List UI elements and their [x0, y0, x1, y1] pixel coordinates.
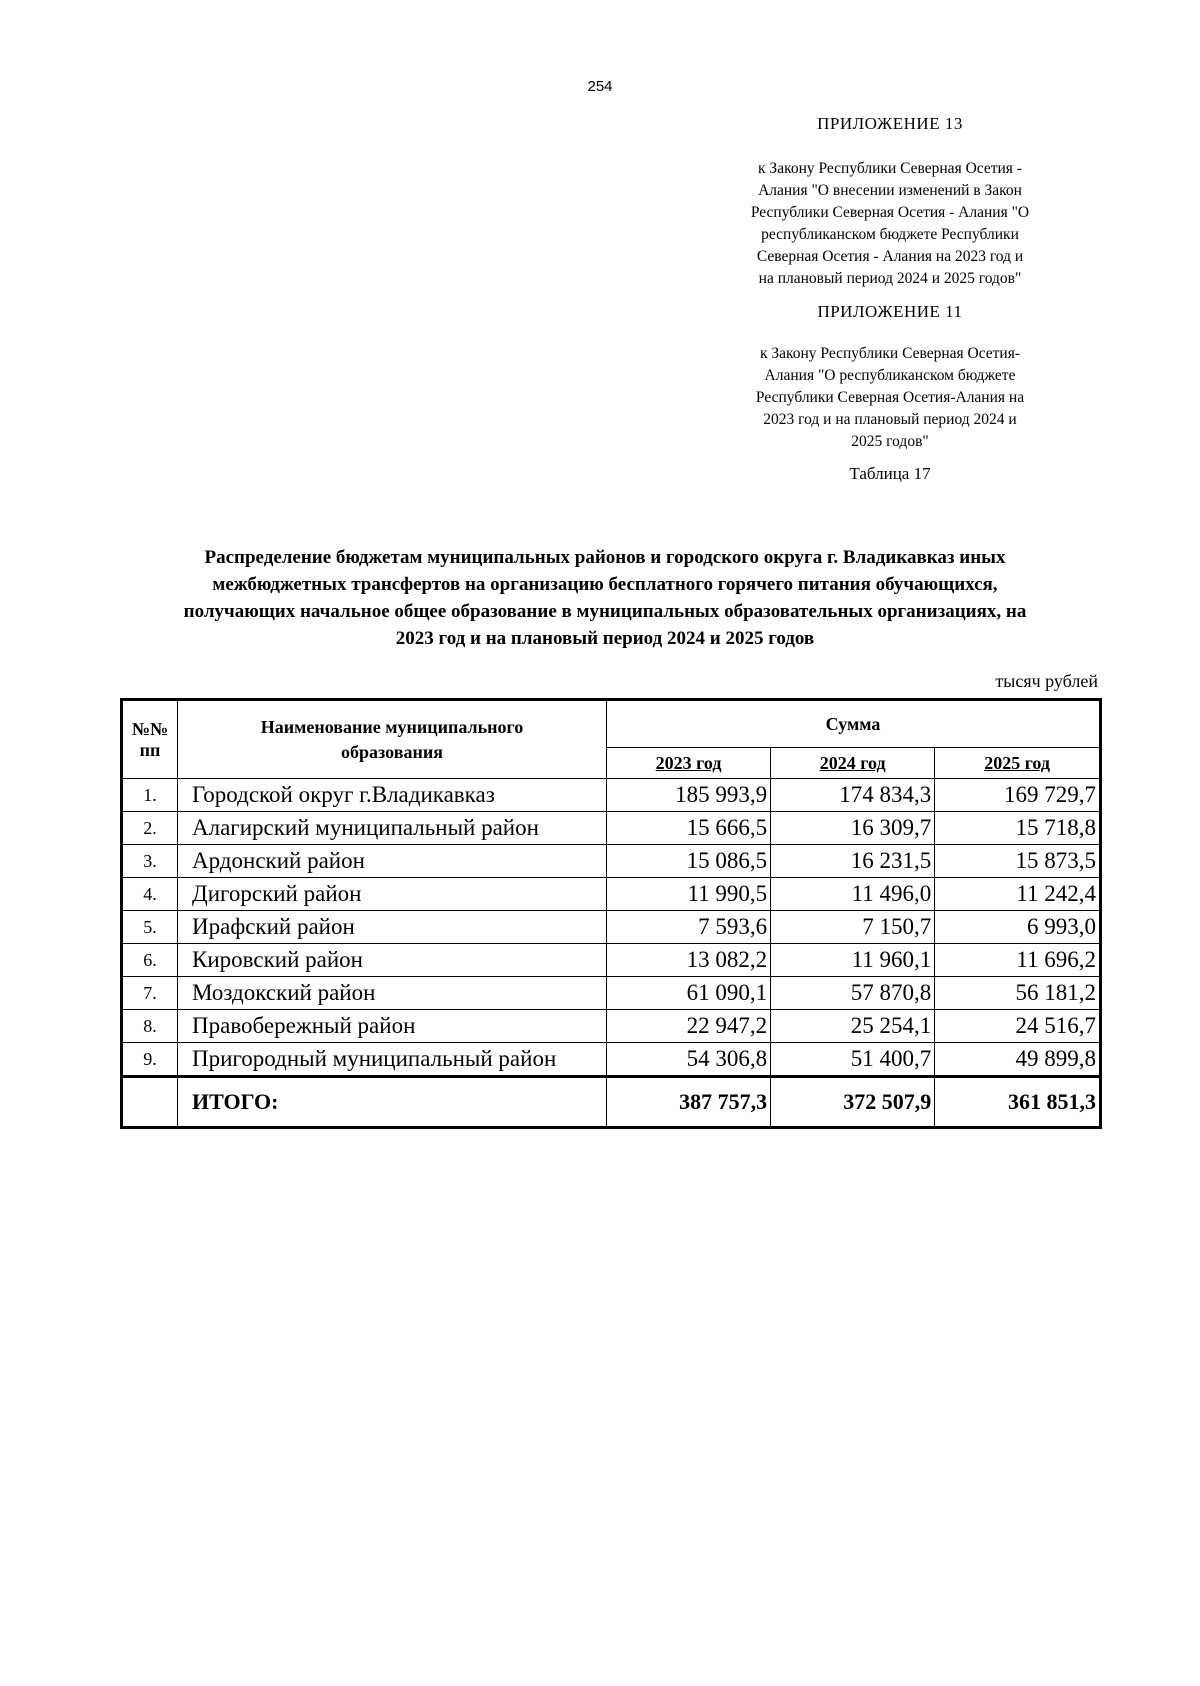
- appendix-13-text: [740, 158, 1040, 290]
- row-name: Ирафский район: [178, 911, 607, 944]
- table-row: [122, 977, 1101, 1010]
- row-value-2023: 7 593,6: [607, 911, 771, 944]
- row-value-2025: 11 696,2: [935, 944, 1101, 977]
- title-line: 2023 год и на плановый период 2024 и 2025 годов: [395, 628, 815, 649]
- table-row: [122, 1043, 1101, 1077]
- header-year-2023: 2023 год: [607, 748, 771, 779]
- row-name: Моздокский район: [178, 977, 607, 1010]
- appendix-13-line: республиканском бюджете Республики: [761, 226, 1019, 243]
- row-number: 3.: [122, 845, 178, 878]
- row-name: Дигорский район: [178, 878, 607, 911]
- appendix-11-title: ПРИЛОЖЕНИЕ 11: [817, 302, 963, 321]
- page-number: 254: [587, 78, 613, 95]
- row-value-2025: 169 729,7: [935, 779, 1101, 812]
- row-name: Ардонский район: [178, 845, 607, 878]
- header-year-2024: 2024 год: [771, 748, 935, 779]
- row-value-2024: 11 496,0: [771, 878, 935, 911]
- total-value-2025: 361 851,3: [935, 1077, 1101, 1128]
- appendix-11-line: Алания "О республиканском бюджете: [764, 367, 1016, 384]
- total-row: [122, 1077, 1101, 1128]
- table-row: [122, 911, 1101, 944]
- appendix-13-line: Республики Северная Осетия - Алания "О: [750, 204, 1030, 221]
- row-name: Кировский район: [178, 944, 607, 977]
- row-name: Алагирский муниципальный район: [178, 812, 607, 845]
- row-value-2024: 16 231,5: [771, 845, 935, 878]
- total-value-2023: 387 757,3: [607, 1077, 771, 1128]
- appendix-13-line: Алания "О внесении изменений в Закон: [758, 182, 1022, 199]
- row-value-2024: 51 400,7: [771, 1043, 935, 1077]
- appendix-13-line: к Закону Республики Северная Осетия -: [758, 160, 1022, 177]
- row-number: 4.: [122, 878, 178, 911]
- row-value-2024: 57 870,8: [771, 977, 935, 1010]
- appendix-11-line: к Закону Республики Северная Осетия-: [759, 345, 1021, 362]
- row-name: Городской округ г.Владикавказ: [178, 779, 607, 812]
- row-value-2024: 25 254,1: [771, 1010, 935, 1043]
- row-value-2024: 174 834,3: [771, 779, 935, 812]
- row-value-2025: 24 516,7: [935, 1010, 1101, 1043]
- header-name-line2: образования: [341, 741, 443, 762]
- row-value-2025: 15 873,5: [935, 845, 1101, 878]
- appendix-11-line: Республики Северная Осетия-Алания на: [755, 389, 1025, 406]
- row-value-2023: 54 306,8: [607, 1043, 771, 1077]
- appendix-13-title: ПРИЛОЖЕНИЕ 13: [817, 114, 963, 133]
- header-sum: Сумма: [607, 700, 1101, 748]
- table-row: [122, 845, 1101, 878]
- appendix-13-line: Северная Осетия - Алания на 2023 год и: [756, 248, 1024, 265]
- header-year-2025: 2025 год: [935, 748, 1101, 779]
- row-value-2024: 16 309,7: [771, 812, 935, 845]
- total-value-2024: 372 507,9: [771, 1077, 935, 1128]
- row-number: 5.: [122, 911, 178, 944]
- header-name-line1: Наименование муниципального: [260, 716, 524, 737]
- document-title: [120, 544, 1090, 652]
- row-name: Пригородный муниципальный район: [178, 1043, 607, 1077]
- row-number: 8.: [122, 1010, 178, 1043]
- header-number-line1: №№: [131, 718, 169, 739]
- row-number: 2.: [122, 812, 178, 845]
- row-value-2023: 61 090,1: [607, 977, 771, 1010]
- row-number: 1.: [122, 779, 178, 812]
- row-value-2025: 6 993,0: [935, 911, 1101, 944]
- table-row: [122, 878, 1101, 911]
- row-number: 6.: [122, 944, 178, 977]
- table-row: [122, 779, 1101, 812]
- row-name: Правобережный район: [178, 1010, 607, 1043]
- row-value-2025: 15 718,8: [935, 812, 1101, 845]
- title-line: межбюджетных трансфертов на организацию бесплатного горячего питания обучающихся,: [212, 574, 998, 595]
- appendix-11-line: 2023 год и на плановый период 2024 и: [763, 411, 1017, 428]
- row-value-2023: 11 990,5: [607, 878, 771, 911]
- row-number: 9.: [122, 1043, 178, 1077]
- table-row: [122, 1010, 1101, 1043]
- total-label: ИТОГО:: [178, 1077, 607, 1128]
- title-line: Распределение бюджетам муниципальных районов и городского округа г. Владикавказ иных: [204, 547, 1006, 568]
- header-number-line2: пп: [139, 739, 161, 760]
- header-name: [178, 700, 607, 779]
- header-number: [122, 700, 178, 779]
- table-row: [122, 944, 1101, 977]
- row-value-2025: 49 899,8: [935, 1043, 1101, 1077]
- appendix-11-text: [740, 343, 1040, 453]
- row-value-2024: 11 960,1: [771, 944, 935, 977]
- total-number: [122, 1077, 178, 1128]
- row-number: 7.: [122, 977, 178, 1010]
- table-label: Таблица 17: [849, 464, 931, 483]
- appendix-13-line: на плановый период 2024 и 2025 годов": [758, 270, 1022, 287]
- unit-label: тысяч рублей: [995, 671, 1098, 691]
- row-value-2023: 185 993,9: [607, 779, 771, 812]
- row-value-2023: 22 947,2: [607, 1010, 771, 1043]
- distribution-table: [120, 698, 1102, 1129]
- table-row: [122, 812, 1101, 845]
- row-value-2023: 13 082,2: [607, 944, 771, 977]
- appendix-11-line: 2025 годов": [851, 433, 929, 450]
- title-line: получающих начальное общее образование в муниципальных образовательных организациях, на: [183, 601, 1027, 622]
- row-value-2025: 56 181,2: [935, 977, 1101, 1010]
- row-value-2025: 11 242,4: [935, 878, 1101, 911]
- row-value-2023: 15 086,5: [607, 845, 771, 878]
- row-value-2023: 15 666,5: [607, 812, 771, 845]
- row-value-2024: 7 150,7: [771, 911, 935, 944]
